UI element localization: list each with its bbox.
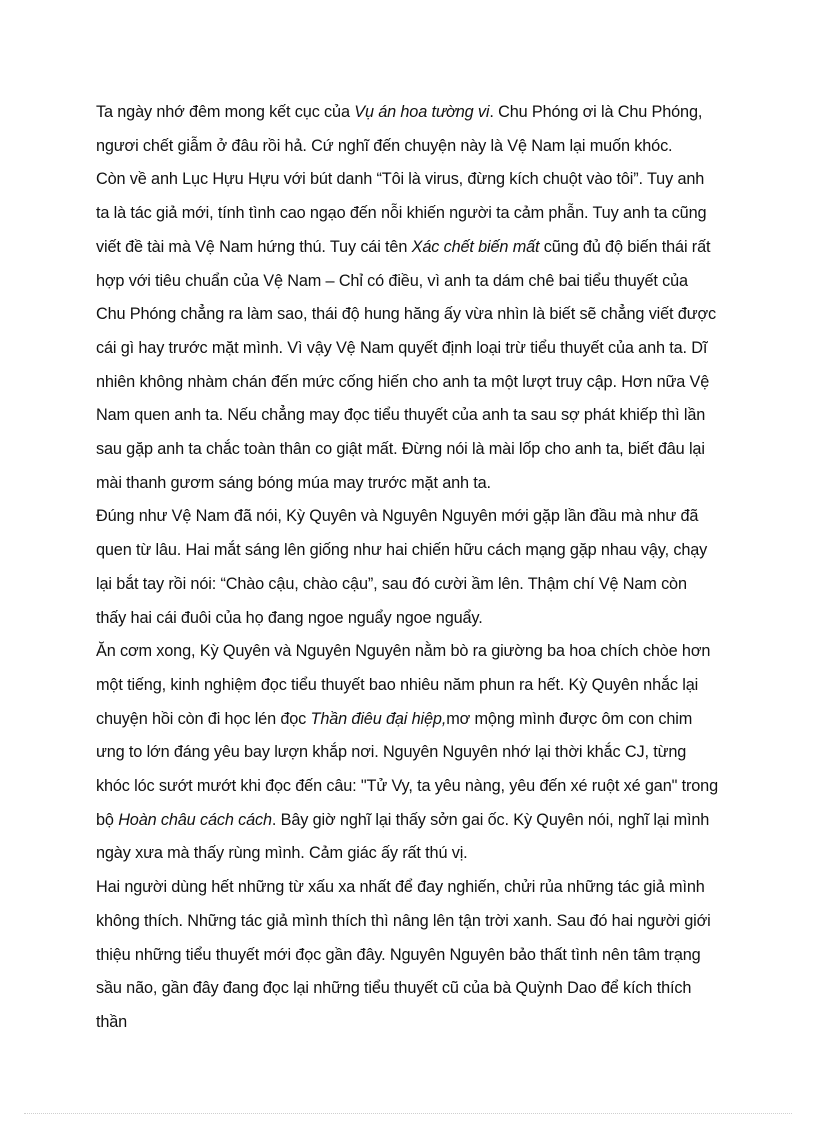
paragraph-2-text-1: Còn về anh Lục Hựu Hựu với bút danh “Tôi là virus, đừng kích chuột vào tôi”. Tuy anh ta là tác giả mới, tính tình cao ngạo đến nỗi khiến người ta cảm phẫn. Tuy anh ta cũng viết đề tài mà Vệ Nam hứng thú. Tuy cái tên	[96, 170, 707, 256]
paragraph-5-text-1: Hai người dùng hết những từ xấu xa nhất để đay nghiến, chửi rủa những tác giả mình không thích. Những tác giả mình thích thì nâng lên tận trời xanh. Sau đó hai người giới thiệu những tiểu thuyết mới đọc gần đây. Nguyên Nguyên bảo thất tình nên tâm trạng sầu não, gần đây đang đọc lại những tiểu thuyết cũ của bà Quỳnh Dao để kích thích thần	[96, 878, 711, 1031]
book-title-xac-chet-bien-mat: Xác chết biến mất	[411, 237, 540, 256]
paragraph-1-text-2: . Chu Phóng ơi là Chu Phóng, ngươi chết giẫm ở đâu rồi hả. Cứ nghĩ đến chuyện này là Vệ Nam lại muốn khóc.	[96, 103, 703, 155]
paragraph-4-text-3: . Bây giờ nghĩ lại thấy sởn gai ốc. Kỳ Quyên nói, nghĩ lại mình ngày xưa mà thấy rùng mình. Cảm giác ấy rất thú vị.	[96, 810, 710, 863]
paragraph-5	[96, 871, 720, 1040]
book-title-vu-an-hoa-tuong-vi: Vụ án hoa tường vi	[354, 103, 490, 121]
paragraph-4-text-1: Ăn cơm xong, Kỳ Quyên và Nguyên Nguyên nằm bò ra giường ba hoa chích chòe hơn một tiếng, kinh nghiệm đọc tiểu thuyết bao nhiêu năm phun ra hết. Kỳ Quyên nhắc lại chuyện hồi còn đi học lén đọc	[96, 642, 711, 728]
paragraph-3	[96, 500, 720, 635]
page-bottom-divider	[24, 1113, 792, 1114]
paragraph-1	[96, 96, 720, 163]
paragraph-2	[96, 163, 720, 500]
paragraph-2-text-2: cũng đủ độ biến thái rất hợp với tiêu chuẩn của Vệ Nam – Chỉ có điều, vì anh ta dám chê bai tiểu thuyết của Chu Phóng chẳng ra làm sao, thái độ hung hăng ấy vừa nhìn là biết sẽ chẳng viết được cái gì hay trước mặt mình. Vì vậy Vệ Nam quyết định loại trừ tiểu thuyết của anh ta. Dĩ nhiên không nhàm chán đến mức cống hiến cho anh ta một lượt truy cập. Hơn nữa Vệ Nam quen anh ta. Nếu chẳng may đọc tiểu thuyết của anh ta sau sợ phát khiếp thì lần sau gặp anh ta chắc toàn thân co giật mất. Đừng nói là mài lốp cho anh ta, biết đâu lại mài thanh gươm sáng bóng múa may trước mặt anh ta.	[96, 237, 716, 492]
paragraph-4-text-2: mơ mộng mình được ôm con chim ưng to lớn đáng yêu bay lượn khắp nơi. Nguyên Nguyên nhớ lại thời khắc CJ, từng khóc lóc sướt mướt khi đọc đến câu: "Tử Vy, ta yêu nàng, yêu đến xé ruột xé gan" trong bộ	[96, 709, 718, 829]
paragraph-3-text-1: Đúng như Vệ Nam đã nói, Kỳ Quyên và Nguyên Nguyên mới gặp lần đầu mà như đã quen từ lâu. Hai mắt sáng lên giống như hai chiến hữu cách mạng gặp nhau vậy, chạy lại bắt tay rồi nói: “Chào cậu, chào cậu”, sau đó cười ầm lên. Thậm chí Vệ Nam còn thấy hai cái đuôi của họ đang ngoe nguẩy ngoe nguẩy.	[96, 507, 708, 627]
document-page	[96, 96, 720, 1040]
book-title-hoan-chau-cach-cach: Hoàn châu cách cách	[118, 810, 272, 829]
paragraph-4	[96, 635, 720, 871]
book-title-than-dieu-dai-hiep: Thần điêu đại hiệp,	[310, 709, 447, 728]
paragraph-1-text-1: Ta ngày nhớ đêm mong kết cục của	[96, 103, 355, 121]
